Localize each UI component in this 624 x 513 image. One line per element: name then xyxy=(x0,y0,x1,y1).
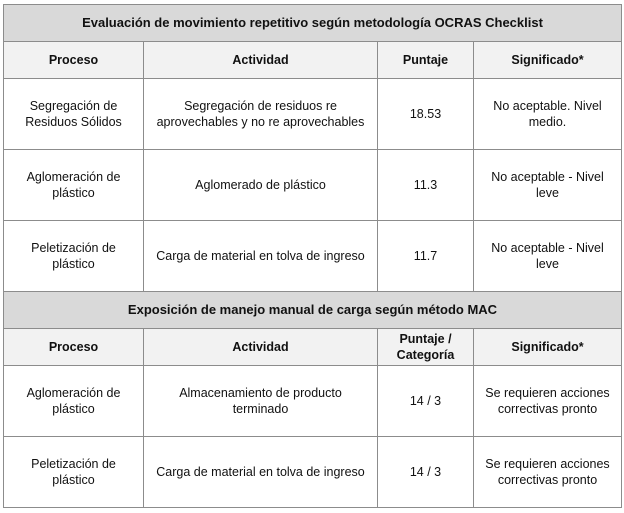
cell-actividad: Aglomerado de plástico xyxy=(144,150,378,221)
col-header-puntaje-categoria: Puntaje / Categoría xyxy=(378,329,474,366)
mac-title: Exposición de manejo manual de carga según método MAC xyxy=(4,292,622,329)
document-tables xyxy=(3,4,621,508)
table-row xyxy=(4,366,622,437)
cell-significado: Se requieren acciones correctivas pronto xyxy=(474,366,622,437)
cell-puntaje: 14 / 3 xyxy=(378,437,474,508)
cell-significado: Se requieren acciones correctivas pronto xyxy=(474,437,622,508)
ocras-header-row xyxy=(4,42,622,79)
ocras-title: Evaluación de movimiento repetitivo según metodología OCRAS Checklist xyxy=(4,5,622,42)
col-header-proceso: Proceso xyxy=(4,42,144,79)
col-header-proceso: Proceso xyxy=(4,329,144,366)
mac-header-row xyxy=(4,329,622,366)
mac-title-row xyxy=(4,292,622,329)
cell-proceso: Segregación de Residuos Sólidos xyxy=(4,79,144,150)
cell-significado: No aceptable. Nivel medio. xyxy=(474,79,622,150)
cell-actividad: Segregación de residuos re aprovechables y no re aprovechables xyxy=(144,79,378,150)
cell-significado: No aceptable - Nivel leve xyxy=(474,221,622,292)
table-row xyxy=(4,437,622,508)
cell-actividad: Carga de material en tolva de ingreso xyxy=(144,437,378,508)
cell-puntaje: 11.3 xyxy=(378,150,474,221)
cell-proceso: Aglomeración de plástico xyxy=(4,366,144,437)
col-header-actividad: Actividad xyxy=(144,42,378,79)
col-header-significado: Significado* xyxy=(474,42,622,79)
cell-significado: No aceptable - Nivel leve xyxy=(474,150,622,221)
col-header-significado: Significado* xyxy=(474,329,622,366)
cell-puntaje: 14 / 3 xyxy=(378,366,474,437)
table-row xyxy=(4,221,622,292)
cell-proceso: Peletización de plástico xyxy=(4,221,144,292)
cell-proceso: Peletización de plástico xyxy=(4,437,144,508)
cell-proceso: Aglomeración de plástico xyxy=(4,150,144,221)
col-header-puntaje: Puntaje xyxy=(378,42,474,79)
table-row xyxy=(4,150,622,221)
cell-puntaje: 18.53 xyxy=(378,79,474,150)
cell-puntaje: 11.7 xyxy=(378,221,474,292)
evaluation-table xyxy=(3,4,622,508)
cell-actividad: Carga de material en tolva de ingreso xyxy=(144,221,378,292)
cell-actividad: Almacenamiento de producto terminado xyxy=(144,366,378,437)
table-row xyxy=(4,79,622,150)
ocras-title-row xyxy=(4,5,622,42)
col-header-actividad: Actividad xyxy=(144,329,378,366)
